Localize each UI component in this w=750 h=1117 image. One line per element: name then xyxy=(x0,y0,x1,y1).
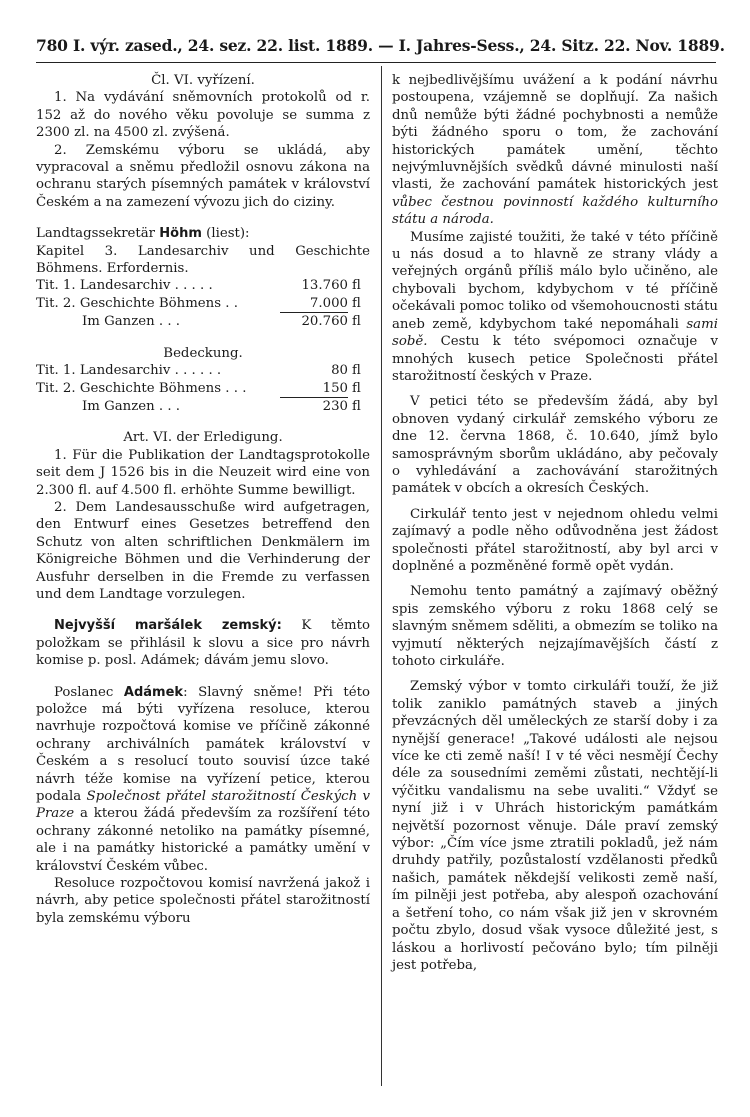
speech-text: a kterou žádá především za rozšíření této ochrany zákonné netoliko na památky písemné, ale i na památky historické a památky umění v království Českém vůbec. xyxy=(36,806,370,874)
paragraph-right-1 xyxy=(392,72,718,229)
budget-currency: fl xyxy=(352,314,361,330)
article-title-de: Art. VI. der Erledigung. xyxy=(123,430,283,446)
emphasis-text: vůbec čestnou povinností každého kulturního státu a národa. xyxy=(392,194,718,228)
budget-label: Tit. 2. Geschichte Böhmens . . xyxy=(36,295,238,311)
paragraph-cz-1: 1. Na vydávání sněmovních protokolů od r. 152 až do nového věku povoluje se summa z 2300 zl. na 4500 zl. zvýšená. xyxy=(36,90,370,141)
page-header xyxy=(36,36,725,62)
paragraph-right-4: Cirkulář tento jest v nejednom ohledu velmi zajímavý a podle něho odůvodněna jest žádost společnosti přátel starožitností, aby byl arci v doplněné a pozměněné formě opět vydán. xyxy=(392,506,718,574)
speaker-marsalek xyxy=(36,617,370,669)
speaker-text: K těmto položkam se přihlásil k slovu a sice pro návrh komise p. posl. Adámek; dávám jemu slovo. xyxy=(36,618,370,669)
paragraph-right-6: Zemský výbor v tomto cirkuláři touží, že již tolik zaniklo památných staveb a jiných převzácných děl uměleckých ze starší doby i za nynější generace! „Takové události ale nejsou více ke cti země naší! I v té věci nesmějí Čechy déle za sousedními zeměmi zůstati, nechtějí-li výčitku vandalismu na sebe uvaliti.“ Vždyť se nyní již i v Uhrách historickým památkám největší pozornost věnuje. Dále praví zemský výbor: „Čím více jsme ztratili pokladů, jež nám druhdy patřily, pozůstalostí vzdělanosti předků našich, památek někdejší velikosti země naší, ím pilněji jest potřeba, aby alespoň ozachování a šetření toho, co nám však již jen v skrovném počtu zbylo, dosud však vysoce důležité jest, s láskou a horlivostí pečováno bylo; tím pilněji jest potřeba, xyxy=(392,679,718,973)
article-title-cz: Čl. VI. vyřízení. xyxy=(151,73,255,88)
petitioner-name: Společnost přátel starožitností Českých v Praze xyxy=(36,789,371,822)
left-column xyxy=(36,72,370,927)
secretary-line xyxy=(36,225,370,242)
paragraph-cz-2: 2. Zemskému výboru se ukládá, aby vypracoval a sněmu předložil osnovu zákona na ochranu starých písemných památek v království Českém a na zamezení vývozu jich do ciziny. xyxy=(36,142,370,210)
speech-text: Musíme zajisté toužiti, že také v této příčině u nás dosud a to hlavně ze strany vlády a veřejných orgánů příliš málo bylo učiněno, ale chybovali bychom, kdybychom v té příčině očekávali pomoc toliko od všemohoucnosti státu aneb země, kdybychom také nepomáhali xyxy=(392,229,718,332)
emphasis-text: sami sobě. xyxy=(392,316,718,350)
paragraph-de-1: 1. Für die Publikation der Landtagsprotokolle seit dem J 1526 bis in die Neuzeit wird eine von 2.300 fl. auf 4.500 fl. erhöhte Summe bewilligt. xyxy=(36,447,370,498)
speaker-prefix: Poslanec xyxy=(54,684,114,700)
paragraph-right-3: V petici této se především žádá, aby byl obnoven vydaný cirkulář zemského výboru ze dne 12. června 1868, č. 10.640, jímž bylo samosprávným sborům ukládáno, aby pečovaly o vyhledávání a zachovávání starožitných památek v obcích a okresích Českých. xyxy=(392,394,718,497)
budget-row xyxy=(36,277,370,294)
speaker-name: Adámek xyxy=(123,684,184,700)
budget-currency: fl xyxy=(352,363,361,379)
header-right: I. Jahres-Sess., 24. Sitz. 22. Nov. 1889. xyxy=(398,36,725,55)
budget-total-row xyxy=(36,398,370,415)
budget-currency: fl xyxy=(352,380,361,396)
budget-label: Tit. 1. Landesarchiv . . . . . . xyxy=(36,363,222,379)
header-left: 780 I. výr. zased., 24. sez. 22. list. 1889. xyxy=(36,36,373,55)
right-column xyxy=(392,72,718,974)
budget-total-label: Im Ganzen . . . xyxy=(82,398,180,414)
kapitel-heading: Kapitel 3. Landesarchiv und Geschichte Böhmens. Erfordernis. xyxy=(36,243,370,277)
budget-row xyxy=(36,362,370,379)
budget-currency: fl xyxy=(352,278,361,294)
budget-currency: fl xyxy=(352,295,361,311)
budget-value: 80 xyxy=(331,363,348,379)
budget-value: 150 xyxy=(280,380,348,398)
budget-total-value: 20.760 xyxy=(301,314,348,330)
budget-total-row xyxy=(36,313,370,330)
speech-text: k nejbedlivějšímu uvážení a k podání návrhu postoupena, vzájemně se doplňují. Za našich dnů nemůže býti žádné pochybnosti a nemůže býti žádného sporu o tom, že zachování historických památek umění, těchto nejvýmluvnějších svědků dávné minulosti naší vlasti, že zachování památek historických jest xyxy=(392,73,718,193)
budget-value: 13.760 xyxy=(301,278,348,294)
budget-row xyxy=(36,295,370,313)
bedeckung-heading: Bedeckung. xyxy=(163,345,243,361)
budget-label: Tit. 2. Geschichte Böhmens . . . xyxy=(36,380,247,396)
secretary-suffix: (liest): xyxy=(206,226,250,242)
column-rule xyxy=(381,66,382,1086)
budget-value: 7.000 xyxy=(280,295,348,313)
secretary-prefix: Landtagssekretär xyxy=(36,226,156,242)
budget-currency: fl xyxy=(352,398,361,414)
budget-label: Tit. 1. Landesarchiv . . . . . xyxy=(36,278,213,294)
secretary-name: Höhm xyxy=(159,226,202,242)
budget-total-label: Im Ganzen . . . xyxy=(82,314,180,330)
paragraph-right-2 xyxy=(392,229,718,386)
header-rule xyxy=(36,62,716,63)
header-dash: — xyxy=(378,36,399,55)
paragraph-right-5: Nemohu tento památný a zajímavý oběžný spis zemského výboru z roku 1868 celý se slavným sněmem sděliti, a obmezím se toliko na vyjmutí některých nejzajímavějších částí z tohoto cirkuláře. xyxy=(392,584,718,669)
speech-text: Cestu k této svépomoci označuje v mnohých kusech petice Společnosti přátel starožitností českých v Praze. xyxy=(392,334,718,384)
speaker-adamek xyxy=(36,684,370,875)
paragraph-resoluce: Resoluce rozpočtovou komisí navržená jakož i návrh, aby petice společnosti přátel starožitností byla zemskému výboru xyxy=(36,876,370,926)
speech-text: : Slavný sněme! Při této položce má býti vyřízena resoluce, kterou navrhuje rozpočtová komise ve příčině zákonné ochrany archiválních památek království v Českém a s resolucí touto souvisí úzce také návrh téže komise na vyřízení petice, kterou podala xyxy=(36,684,370,805)
paragraph-de-2: 2. Dem Landesausschuße wird aufgetragen, den Entwurf eines Gesetzes betreffend den Schutz von alten schriftlichen Denkmälern im Königreiche Böhmen und die Verhinderung der Ausfuhr derselben in die Fremde zu verfassen und dem Landtage vorzulegen. xyxy=(36,499,370,602)
budget-total-value: 230 xyxy=(322,398,348,414)
budget-row xyxy=(36,380,370,398)
speaker-name: Nejvyšší maršálek zemský: xyxy=(54,618,282,634)
